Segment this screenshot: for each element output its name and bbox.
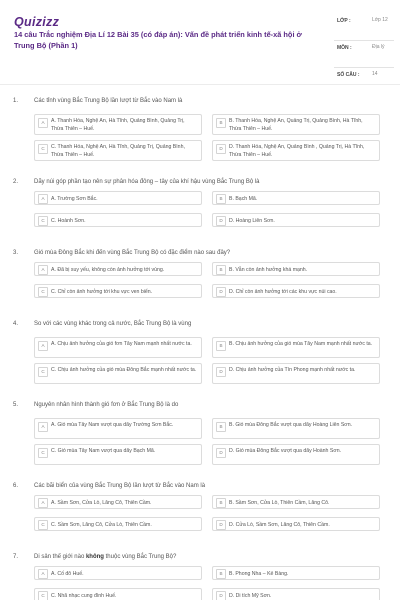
option-letter: C bbox=[38, 367, 48, 377]
option-a[interactable] bbox=[34, 191, 202, 205]
question-text: Các tỉnh vùng Bắc Trung Bộ lần lượt từ Bắc vào Nam là bbox=[34, 98, 183, 104]
question-3 bbox=[0, 244, 400, 315]
option-letter: D bbox=[216, 287, 226, 297]
option-letter: C bbox=[38, 591, 48, 600]
question-text: Nguyên nhân hình thành gió fơn ở Bắc Trung Bộ là do bbox=[34, 402, 179, 408]
option-letter: C bbox=[38, 144, 48, 154]
option-letter: C bbox=[38, 448, 48, 458]
option-text: B. Phong Nha – Kẻ Bàng. bbox=[229, 571, 289, 577]
question-1 bbox=[0, 92, 400, 173]
option-c[interactable] bbox=[34, 444, 202, 465]
option-d[interactable] bbox=[212, 588, 380, 600]
option-c[interactable] bbox=[34, 517, 202, 531]
option-letter: A bbox=[38, 498, 48, 508]
option-text: C. Sầm Sơn, Lăng Cô, Cửa Lò, Thiên Cầm. bbox=[51, 522, 152, 528]
option-c[interactable] bbox=[34, 588, 202, 600]
option-letter: D bbox=[216, 448, 226, 458]
option-b[interactable] bbox=[212, 495, 380, 509]
option-text: C. Gió mùa Tây Nam vượt qua dãy Bạch Mã. bbox=[51, 448, 156, 454]
question-text: So với các vùng khác trong cả nước, Bắc Trung Bộ là vùng bbox=[34, 321, 192, 327]
count-value: 14 bbox=[372, 71, 378, 77]
option-text: D. Gió mùa Đông Bắc vượt qua dãy Hoành Sơn. bbox=[229, 448, 342, 454]
option-letter: D bbox=[216, 216, 226, 226]
option-letter: B bbox=[216, 422, 226, 432]
option-c[interactable] bbox=[34, 213, 202, 227]
option-letter: A bbox=[38, 422, 48, 432]
subject-value: Địa lý bbox=[372, 44, 385, 50]
option-letter: B bbox=[216, 498, 226, 508]
option-c[interactable] bbox=[34, 284, 202, 298]
option-d[interactable] bbox=[212, 213, 380, 227]
option-a[interactable] bbox=[34, 566, 202, 580]
option-b[interactable] bbox=[212, 418, 380, 439]
option-text: D. Di tích Mỹ Sơn. bbox=[229, 593, 272, 599]
option-text: C. Thanh Hóa, Nghệ An, Hà Tĩnh, Quảng Trị, Quảng Bình, Thừa Thiên – Huế. bbox=[51, 144, 185, 158]
option-d[interactable] bbox=[212, 140, 380, 161]
question-list bbox=[0, 92, 400, 600]
option-letter: B bbox=[216, 194, 226, 204]
option-letter: B bbox=[216, 265, 226, 275]
question-5 bbox=[0, 396, 400, 477]
option-text: A. Trường Sơn Bắc. bbox=[51, 196, 98, 202]
option-c[interactable] bbox=[34, 140, 202, 161]
option-text: C. Hoành Sơn. bbox=[51, 218, 86, 224]
question-text-after: thuộc vùng Bắc Trung Bộ? bbox=[103, 554, 177, 560]
option-text: D. Hoàng Liên Sơn. bbox=[229, 218, 275, 224]
question-2 bbox=[0, 173, 400, 244]
question-text: Các bãi biển của vùng Bắc Trung Bộ lần lượt từ Bắc vào Nam là bbox=[34, 483, 206, 489]
question-7 bbox=[0, 548, 400, 600]
option-d[interactable] bbox=[212, 284, 380, 298]
option-letter: A bbox=[38, 341, 48, 351]
worksheet-title: 14 câu Trắc nghiệm Địa Lí 12 Bài 35 (có đáp án): Vấn đề phát triển kinh tế-xã hội ở Trung Bộ (Phần 1) bbox=[14, 30, 302, 50]
class-value: Lớp 12 bbox=[372, 17, 388, 23]
worksheet-meta bbox=[334, 14, 394, 80]
option-d[interactable] bbox=[212, 363, 380, 384]
option-text: A. Cố đô Huế. bbox=[51, 571, 84, 577]
option-b[interactable] bbox=[212, 262, 380, 276]
quizizz-logo: Quizizz bbox=[14, 15, 60, 29]
question-number: 6. bbox=[13, 483, 19, 489]
question-number: 3. bbox=[13, 250, 19, 256]
option-text: B. Thanh Hóa, Nghệ An, Quảng Trị, Quảng Bình, Hà Tĩnh, Thừa Thiên – Huế. bbox=[229, 118, 363, 132]
option-a[interactable] bbox=[34, 337, 202, 358]
question-text-emphasis: không bbox=[85, 554, 104, 560]
option-a[interactable] bbox=[34, 495, 202, 509]
question-number: 5. bbox=[13, 402, 19, 408]
question-number: 1. bbox=[13, 98, 19, 104]
meta-subject bbox=[334, 41, 394, 68]
option-b[interactable] bbox=[212, 337, 380, 358]
question-number: 7. bbox=[13, 554, 19, 560]
question-text: Dãy núi góp phần tạo nên sự phân hóa đông – tây của khí hậu vùng Bắc Trung Bộ là bbox=[34, 179, 260, 185]
meta-class bbox=[334, 14, 394, 41]
option-text: A. Chịu ảnh hưởng của gió fơn Tây Nam mạnh nhất nước ta. bbox=[51, 341, 192, 347]
question-number: 2. bbox=[13, 179, 19, 185]
question-text bbox=[34, 554, 176, 560]
option-b[interactable] bbox=[212, 114, 380, 135]
option-text: D. Chỉ còn ảnh hưởng tới các khu vực núi cao. bbox=[229, 289, 337, 295]
question-number: 4. bbox=[13, 321, 19, 327]
question-text: Gió mùa Đông Bắc khi đến vùng Bắc Trung Bộ có đặc điểm nào sau đây? bbox=[34, 250, 231, 256]
option-b[interactable] bbox=[212, 566, 380, 580]
option-text: B. Vẫn còn ảnh hưởng khá mạnh. bbox=[229, 267, 308, 273]
option-text: C. Nhã nhạc cung đình Huế. bbox=[51, 593, 117, 599]
option-text: B. Sầm Sơn, Cửa Lò, Thiên Cầm, Lăng Cô. bbox=[229, 500, 330, 506]
option-d[interactable] bbox=[212, 444, 380, 465]
question-6 bbox=[0, 477, 400, 548]
option-letter: A bbox=[38, 118, 48, 128]
option-text: A. Đã bị suy yếu, không còn ảnh hưởng tới vùng. bbox=[51, 267, 165, 273]
option-letter: C bbox=[38, 287, 48, 297]
option-letter: A bbox=[38, 569, 48, 579]
option-letter: A bbox=[38, 194, 48, 204]
question-text-before: Di sản thế giới nào bbox=[34, 554, 86, 560]
option-text: B. Chịu ảnh hưởng của gió mùa Tây Nam mạnh nhất nước ta. bbox=[229, 341, 373, 347]
count-label: SỐ CÂU : bbox=[337, 72, 360, 78]
option-letter: C bbox=[38, 216, 48, 226]
option-letter: D bbox=[216, 367, 226, 377]
meta-count bbox=[334, 68, 394, 80]
option-text: A. Sầm Sơn, Cửa Lò, Lăng Cô, Thiên Cầm. bbox=[51, 500, 152, 506]
option-text: B. Gió mùa Đông Bắc vượt qua dãy Hoàng Liên Sơn. bbox=[229, 422, 353, 428]
option-letter: D bbox=[216, 520, 226, 530]
option-letter: A bbox=[38, 265, 48, 275]
option-a[interactable] bbox=[34, 114, 202, 135]
option-d[interactable] bbox=[212, 517, 380, 531]
option-c[interactable] bbox=[34, 363, 202, 384]
option-letter: C bbox=[38, 520, 48, 530]
option-text: A. Thanh Hóa, Nghệ An, Hà Tĩnh, Quảng Bình, Quảng Trị, Thừa Thiên – Huế. bbox=[51, 118, 185, 132]
option-text: C. Chịu ảnh hưởng của gió mùa Đông Bắc mạnh nhất nước ta. bbox=[51, 367, 197, 373]
option-letter: B bbox=[216, 569, 226, 579]
option-text: A. Gió mùa Tây Nam vượt qua dãy Trường Sơn Bắc. bbox=[51, 422, 174, 428]
option-letter: B bbox=[216, 341, 226, 351]
option-a[interactable] bbox=[34, 418, 202, 439]
worksheet-header bbox=[0, 0, 400, 84]
option-letter: B bbox=[216, 118, 226, 128]
option-letter: D bbox=[216, 144, 226, 154]
option-letter: D bbox=[216, 591, 226, 600]
class-label: LỚP : bbox=[337, 18, 351, 24]
option-b[interactable] bbox=[212, 191, 380, 205]
option-text: D. Cửa Lò, Sầm Sơn, Lăng Cô, Thiên Cầm. bbox=[229, 522, 330, 528]
subject-label: MÔN : bbox=[337, 45, 352, 51]
option-text: D. Chịu ảnh hưởng của Tín Phong mạnh nhất nước ta. bbox=[229, 367, 356, 373]
option-text: C. Chỉ còn ảnh hưởng tới khu vực ven biển. bbox=[51, 289, 153, 295]
question-4 bbox=[0, 315, 400, 396]
option-text: D. Thanh Hóa, Nghệ An, Quảng Bình , Quảng Trị, Hà Tĩnh, Thừa Thiên – Huế. bbox=[229, 144, 365, 158]
option-a[interactable] bbox=[34, 262, 202, 276]
option-text: B. Bạch Mã. bbox=[229, 196, 258, 202]
header-divider bbox=[0, 84, 400, 85]
